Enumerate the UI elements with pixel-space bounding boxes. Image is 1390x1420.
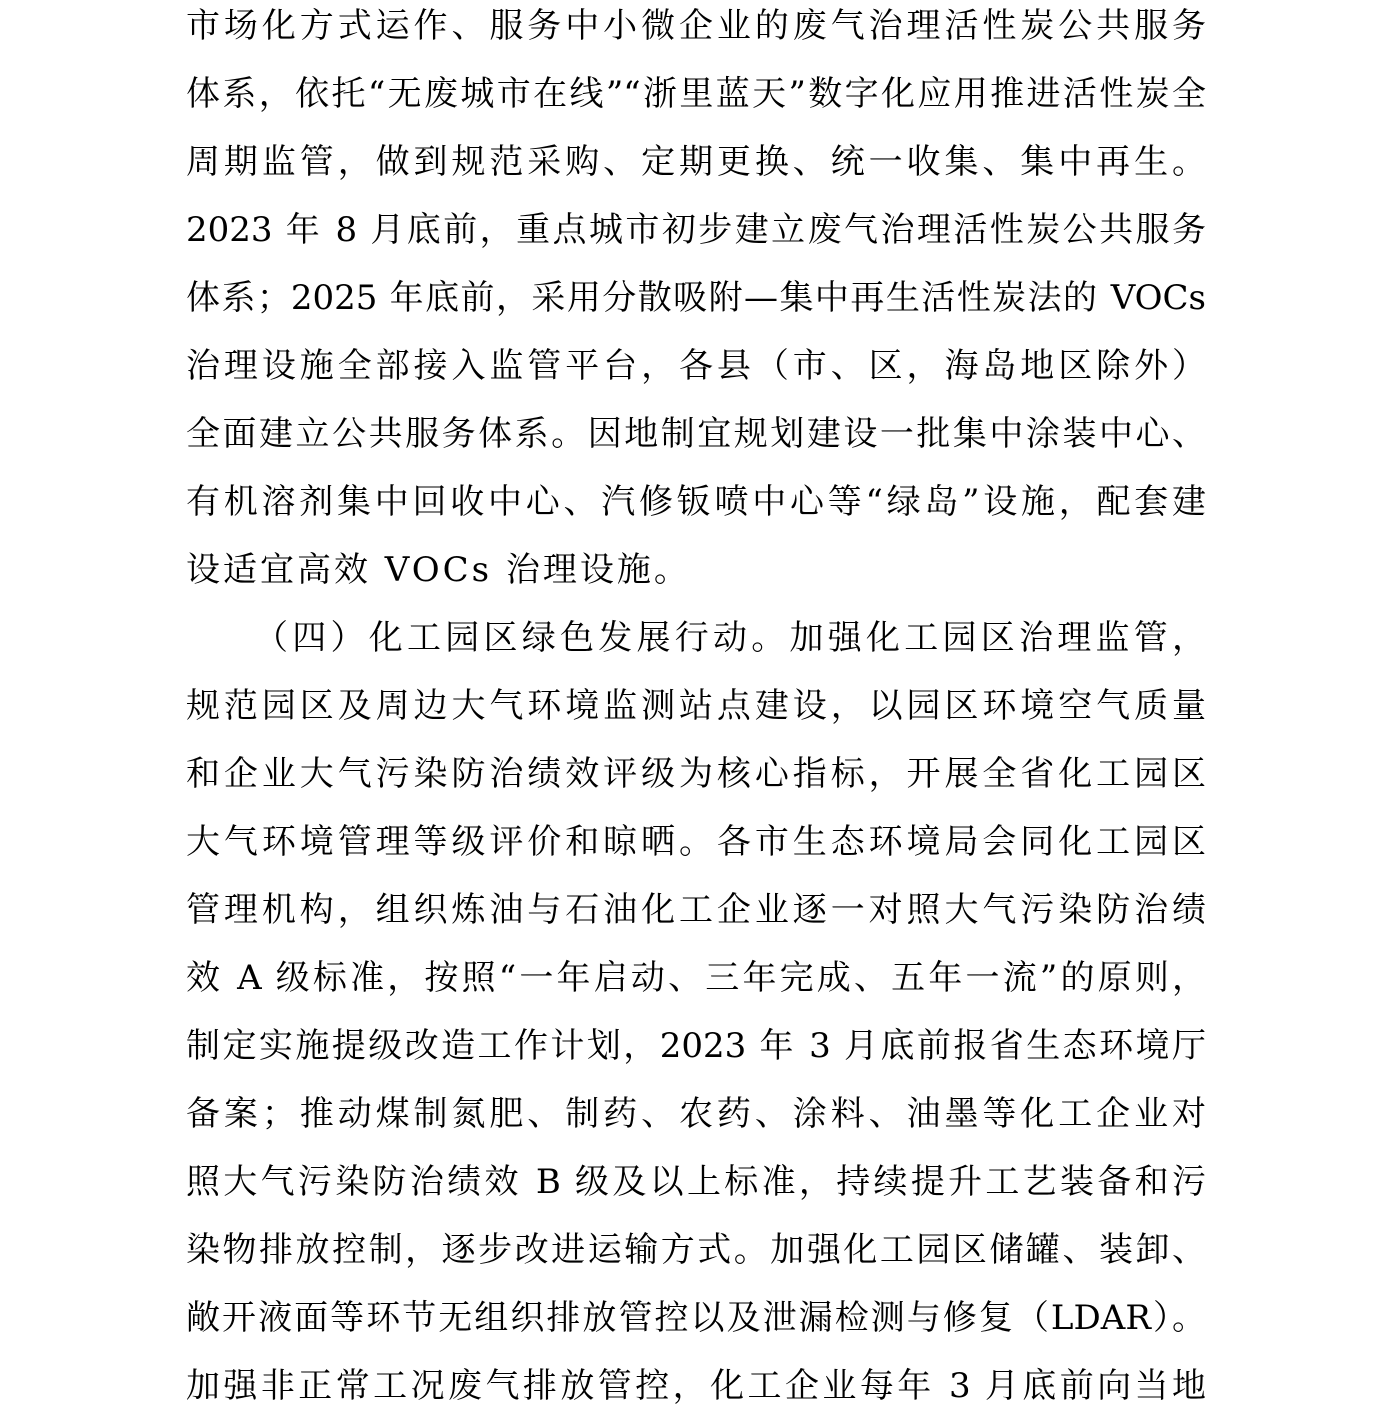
body-text-line: 周期监管，做到规范采购、定期更换、统一收集、集中再生。 [186, 142, 1206, 182]
body-text-line: 大气环境管理等级评价和晾晒。各市生态环境局会同化工园区 [186, 822, 1206, 862]
body-text-line: 敞开液面等环节无组织排放管控以及泄漏检测与修复（LDAR）。 [186, 1298, 1206, 1338]
body-text-line: 管理机构，组织炼油与石油化工企业逐一对照大气污染防治绩 [186, 890, 1206, 930]
body-text-line: 染物排放控制，逐步改进运输方式。加强化工园区储罐、装卸、 [186, 1230, 1206, 1270]
body-text-line: 规范园区及周边大气环境监测站点建设，以园区环境空气质量 [186, 686, 1206, 726]
body-text-line: 2023 年 8 月底前，重点城市初步建立废气治理活性炭公共服务 [186, 210, 1206, 250]
body-text-line: 有机溶剂集中回收中心、汽修钣喷中心等“绿岛”设施，配套建 [186, 482, 1206, 522]
body-text-line: 全面建立公共服务体系。因地制宜规划建设一批集中涂装中心、 [186, 414, 1206, 454]
section-heading-line: （四）化工园区绿色发展行动。加强化工园区治理监管， [254, 618, 1206, 658]
body-text-line: 体系，依托“无废城市在线”“浙里蓝天”数字化应用推进活性炭全 [186, 74, 1206, 114]
paragraph-end-line: 设适宜高效 VOCs 治理设施。 [186, 550, 691, 590]
body-text-line: 体系；2025 年底前，采用分散吸附—集中再生活性炭法的 VOCs [186, 278, 1206, 318]
document-page [186, 0, 1206, 1420]
body-text-line: 备案；推动煤制氮肥、制药、农药、涂料、油墨等化工企业对 [186, 1094, 1206, 1134]
body-text-line: 治理设施全部接入监管平台，各县（市、区，海岛地区除外） [186, 346, 1206, 386]
body-text-line: 和企业大气污染防治绩效评级为核心指标，开展全省化工园区 [186, 754, 1206, 794]
body-text-line: 制定实施提级改造工作计划，2023 年 3 月底前报省生态环境厅 [186, 1026, 1206, 1066]
body-text-line: 效 A 级标准，按照“一年启动、三年完成、五年一流”的原则， [186, 958, 1206, 998]
body-text-line: 市场化方式运作、服务中小微企业的废气治理活性炭公共服务 [186, 6, 1206, 46]
body-text-line: 加强非正常工况废气排放管控，化工企业每年 3 月底前向当地 [186, 1366, 1206, 1406]
body-text-line: 照大气污染防治绩效 B 级及以上标准，持续提升工艺装备和污 [186, 1162, 1206, 1202]
